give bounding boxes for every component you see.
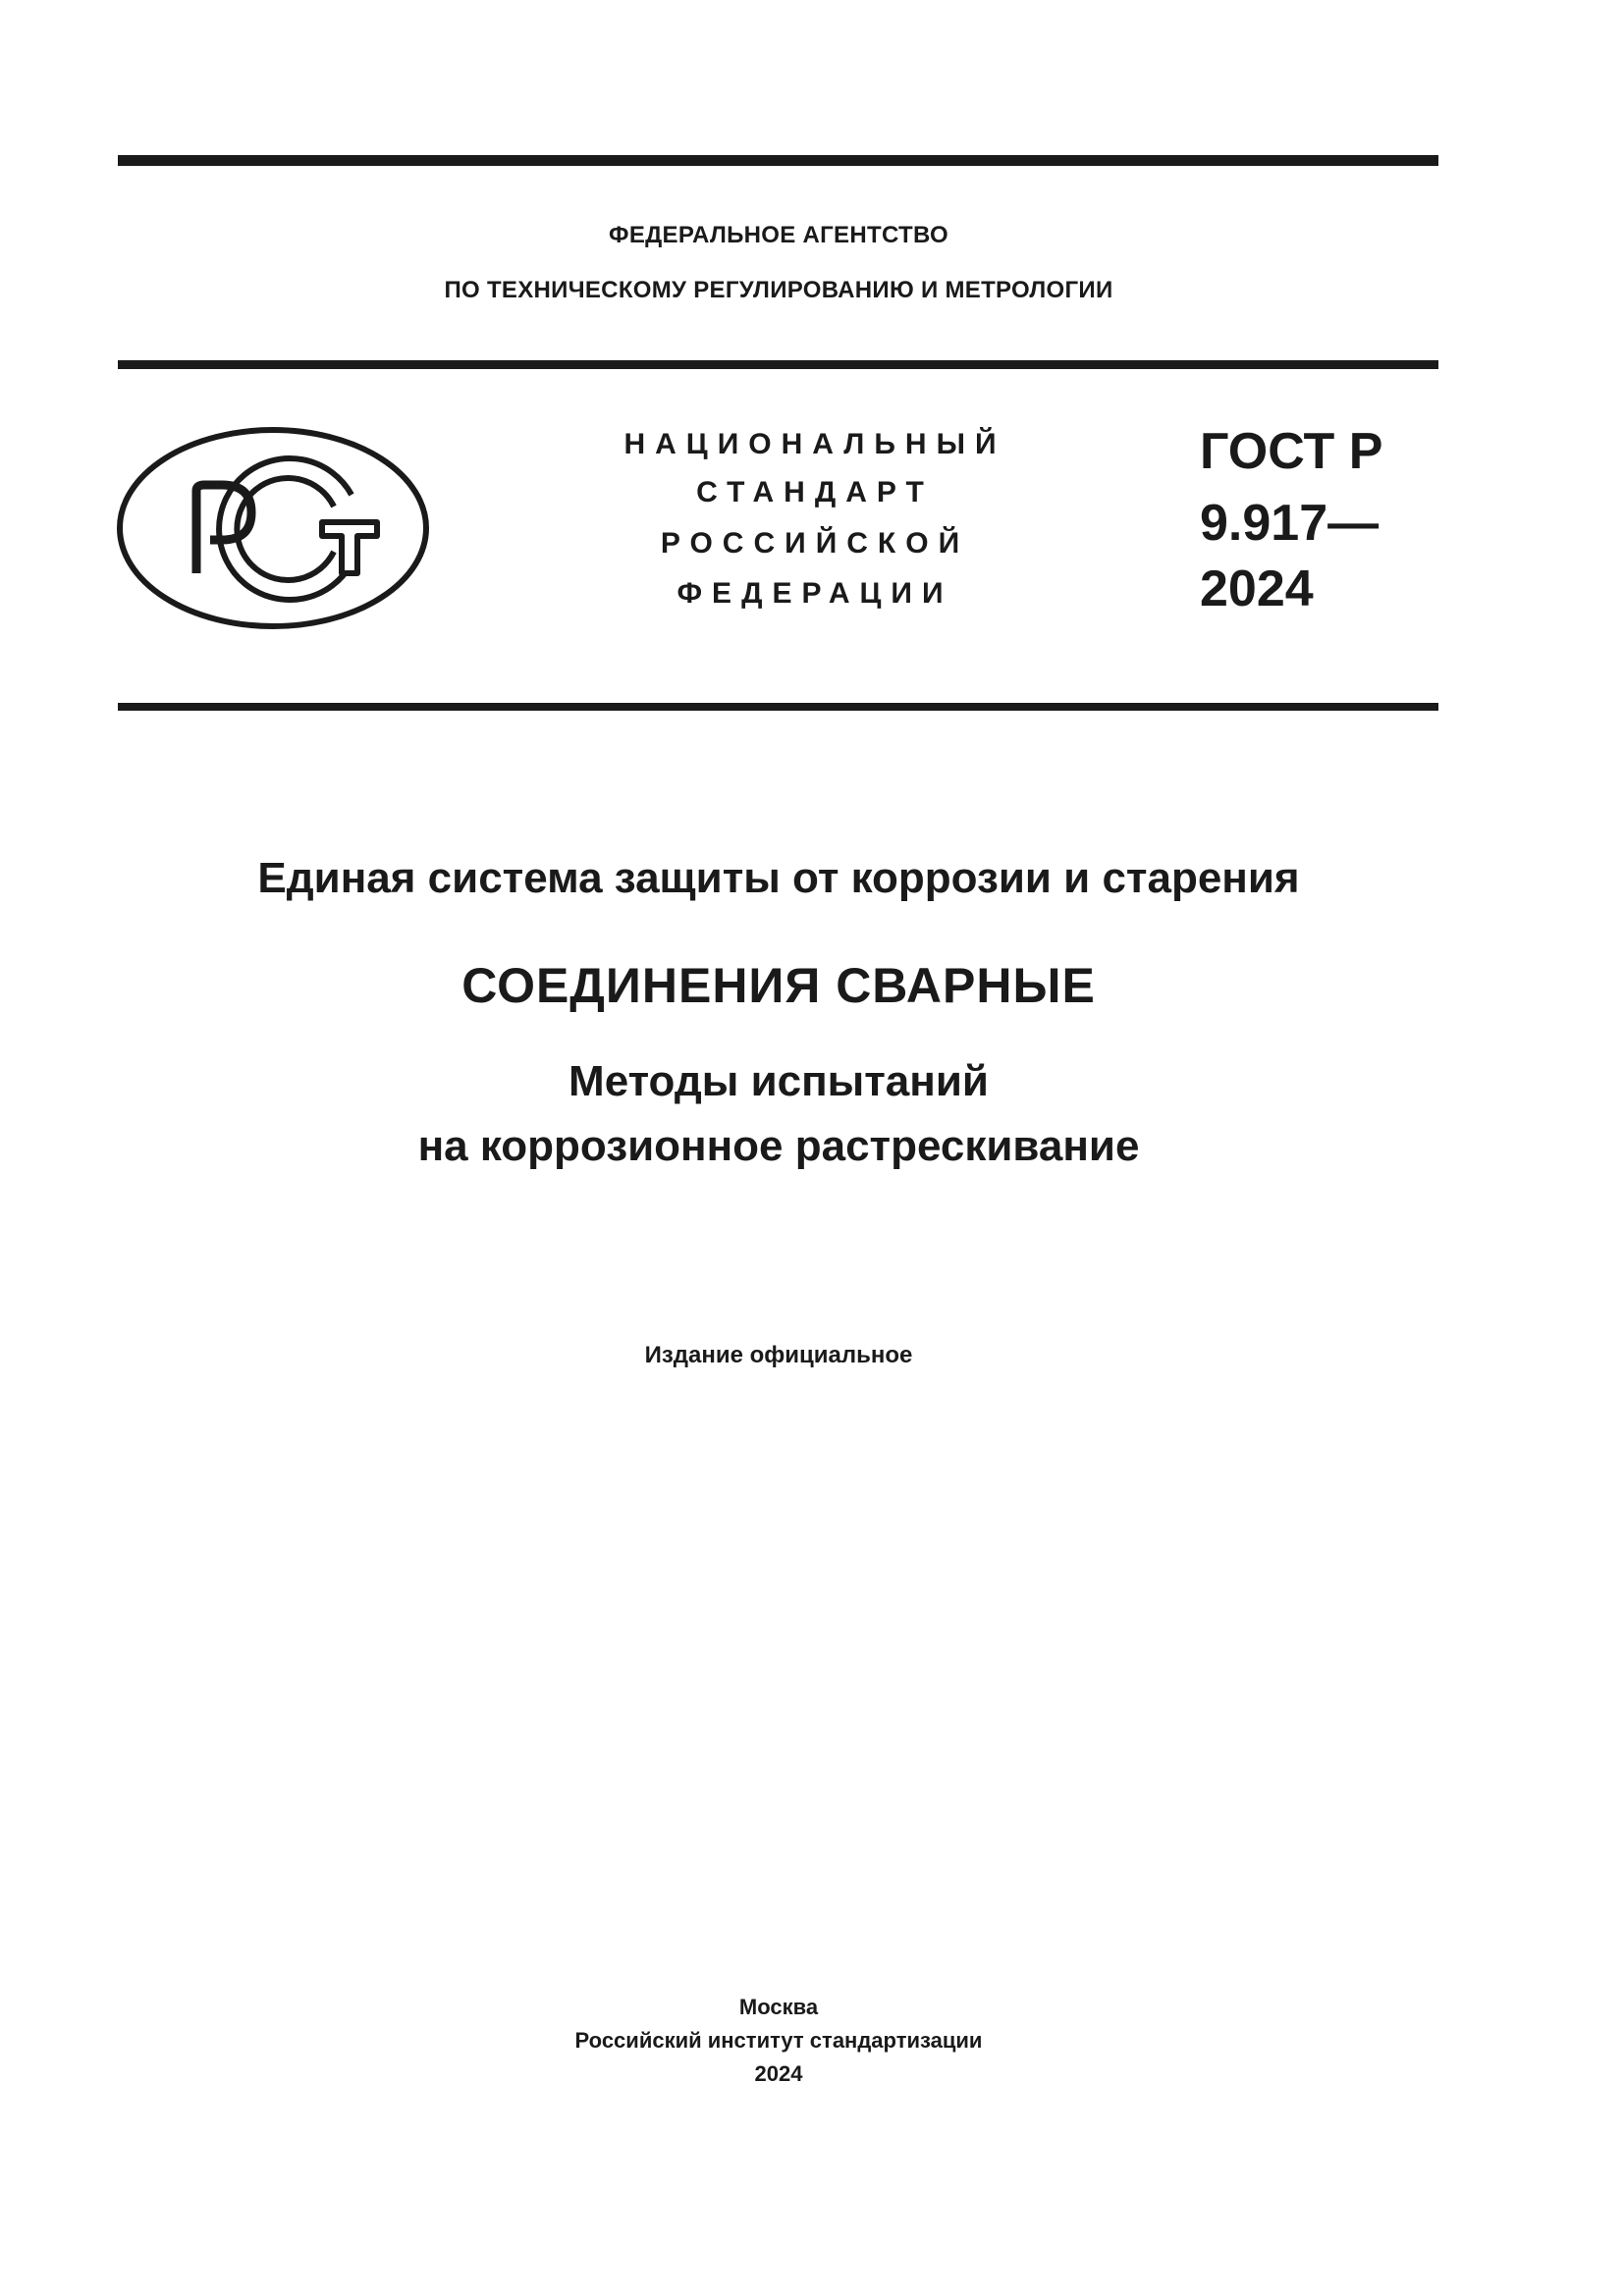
- document-subtitle-line2: на коррозионное растрескивание: [417, 1122, 1140, 1170]
- standard-series: Единая система защиты от коррозии и старения: [257, 854, 1300, 902]
- document-title: СОЕДИНЕНИЯ СВАРНЫЕ: [461, 958, 1096, 1013]
- national-standard-line4: ФЕДЕРАЦИИ: [677, 577, 953, 610]
- standard-designation-line2: 9.917—: [1200, 495, 1380, 552]
- imprint-city: Москва: [738, 1995, 819, 2019]
- agency-name-line2: ПО ТЕХНИЧЕСКОМУ РЕГУЛИРОВАНИЮ И МЕТРОЛОГИИ: [444, 277, 1113, 303]
- standard-designation-line1: ГОСТ Р: [1200, 423, 1383, 480]
- top-rule: [118, 155, 1438, 166]
- imprint-year: 2024: [754, 2061, 803, 2086]
- rst-certification-mark-icon: [116, 426, 430, 630]
- edition-label: Издание официальное: [644, 1342, 913, 1368]
- header-bottom-rule: [118, 703, 1438, 711]
- imprint-publisher: Российский институт стандартизации: [574, 2028, 983, 2053]
- national-standard-line2: СТАНДАРТ: [696, 476, 934, 508]
- agency-name-line1: ФЕДЕРАЛЬНОЕ АГЕНТСТВО: [609, 222, 948, 248]
- standard-designation-line3: 2024: [1200, 561, 1314, 617]
- header-rule: [118, 360, 1438, 369]
- document-subtitle-line1: Методы испытаний: [568, 1057, 989, 1105]
- national-standard-line3: РОССИЙСКОЙ: [660, 527, 970, 560]
- national-standard-line1: НАЦИОНАЛЬНЫЙ: [623, 428, 1006, 460]
